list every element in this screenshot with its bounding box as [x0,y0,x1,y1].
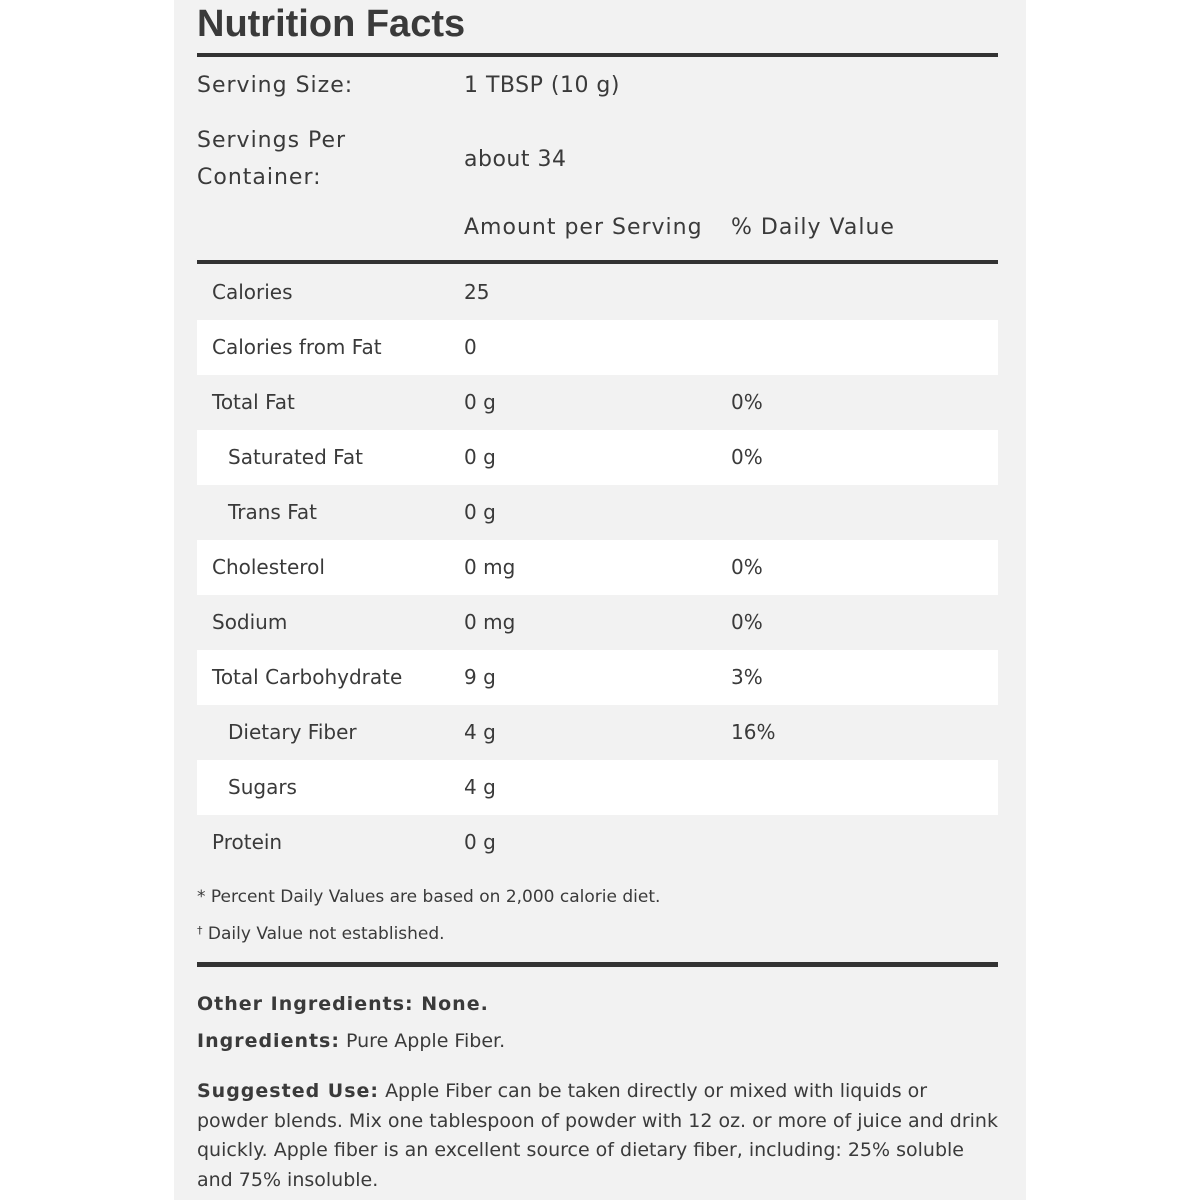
nutrient-name: Total Carbohydrate [212,665,403,689]
nutrient-amount: 0 g [464,445,496,469]
header-divider [197,260,998,264]
nutrient-name: Cholesterol [212,555,325,579]
nutrient-row-total-carbohydrate [197,650,998,705]
nutrient-name: Trans Fat [228,500,317,524]
suggested-use [197,1077,1002,1195]
nutrient-name: Calories [212,280,293,304]
servings-per-container-label-line2: Container: [197,165,322,190]
nutrient-row-protein [197,815,998,870]
nutrient-row-sugars [197,760,998,815]
other-ingredients-text: Other Ingredients: None. [197,993,489,1015]
dagger-symbol: † [197,924,203,937]
amount-per-serving-header: Amount per Serving [464,215,703,240]
nutrient-amount: 0 g [464,830,496,854]
nutrition-facts-title: Nutrition Facts [197,3,466,45]
ingredients-value: Pure Apple Fiber. [346,1030,506,1052]
daily-value-not-established-footnote [197,924,445,944]
other-ingredients [197,993,489,1015]
serving-size-value: 1 TBSP (10 g) [464,73,620,98]
nutrient-daily-value: 0% [731,610,763,634]
nutrient-row-total-fat [197,375,998,430]
daily-value-header: % Daily Value [731,215,895,240]
nutrient-daily-value: 0% [731,390,763,414]
title-divider [197,53,998,57]
nutrient-name: Total Fat [212,390,295,414]
nutrition-panel [174,0,1026,1200]
nutrient-daily-value: 3% [731,665,763,689]
servings-per-container-label-line1: Servings Per [197,128,347,153]
nutrient-row-cholesterol [197,540,998,595]
suggested-use-label: Suggested Use: [197,1080,380,1102]
nutrient-amount: 25 [464,280,490,304]
nutrient-amount: 0 mg [464,555,516,579]
nutrient-row-sodium [197,595,998,650]
nutrient-name: Dietary Fiber [228,720,357,744]
nutrient-amount: 4 g [464,720,496,744]
nutrient-daily-value: 16% [731,720,776,744]
serving-size-label: Serving Size: [197,73,354,98]
nutrient-daily-value: 0% [731,445,763,469]
ingredients-label: Ingredients: [197,1030,340,1052]
nutrient-row-saturated-fat [197,430,998,485]
nutrient-name: Sugars [228,775,297,799]
servings-per-container-label [197,122,346,196]
nutrient-row-trans-fat [197,485,998,540]
nutrient-amount: 0 g [464,500,496,524]
nutrient-name: Saturated Fat [228,445,363,469]
nutrient-daily-value: 0% [731,555,763,579]
nutrient-amount: 9 g [464,665,496,689]
nutrient-name: Calories from Fat [212,335,382,359]
nutrient-amount: 0 [464,335,477,359]
servings-per-container-value: about 34 [464,147,567,172]
not-established-text: Daily Value not established. [207,924,445,944]
ingredients [197,1030,505,1052]
nutrient-row-dietary-fiber [197,705,998,760]
nutrient-row-calories-from-fat [197,320,998,375]
percent-daily-value-footnote: * Percent Daily Values are based on 2,000 calorie diet. [197,887,661,907]
nutrient-amount: 0 g [464,390,496,414]
nutrient-table [197,265,998,870]
nutrient-row-calories [197,265,998,320]
nutrient-name: Protein [212,830,283,854]
footer-divider [197,962,998,967]
suggested-use-text: Apple Fiber can be taken directly or mixed with liquids or powder blends. Mix one tablespoon of powder with 12 oz. or more of juice and drink quickly. Apple fiber is an excellent source of dietary fiber, including: 25% soluble and 75% insoluble. [197,1080,998,1191]
nutrient-amount: 4 g [464,775,496,799]
nutrient-name: Sodium [212,610,288,634]
nutrient-amount: 0 mg [464,610,516,634]
